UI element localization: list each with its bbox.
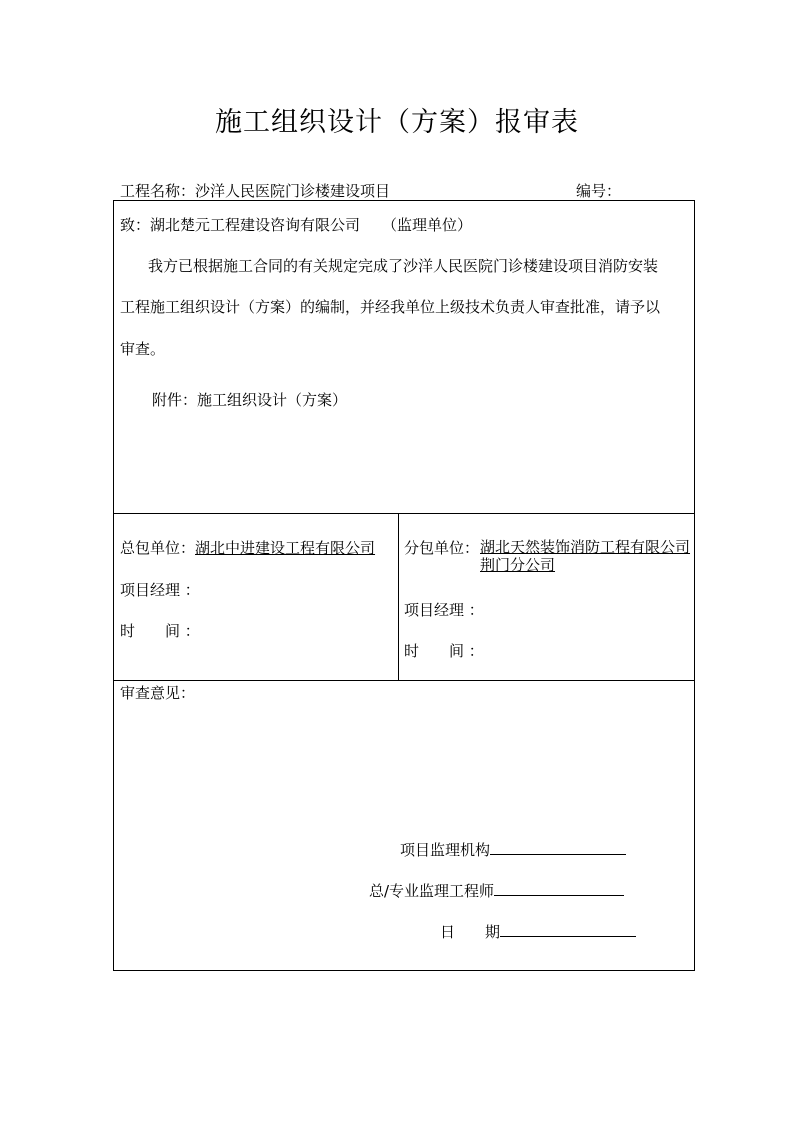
general-contractor-label: 总包单位：: [120, 539, 196, 557]
agency-blank: [490, 840, 626, 855]
recipient-line: [120, 214, 472, 235]
date-blank: [500, 922, 636, 937]
document-title: 施工组织设计（方案）报审表: [215, 107, 579, 138]
body-line-3: 审查。: [120, 340, 166, 358]
engineer-label: 总/专业监理工程师: [369, 882, 495, 900]
body-line-1: 我方已根据施工合同的有关规定完成了沙洋人民医院门诊楼建设项目消防安装: [148, 257, 659, 275]
number-label: 编号：: [576, 182, 622, 200]
project-field: [120, 180, 390, 201]
general-contractor-value: 湖北中进建设工程有限公司: [195, 539, 376, 557]
body-line-2: 工程施工组织设计（方案）的编制，并经我单位上级技术负责人审查批准，请予以: [120, 298, 661, 316]
divider-section2: [114, 680, 694, 681]
date-label: 日 期: [440, 923, 501, 941]
right-time-label: 时 间 ：: [404, 642, 484, 660]
date-signature-line: [440, 921, 636, 942]
agency-label: 项目监理机构: [400, 841, 491, 859]
project-label: 工程名称：: [120, 182, 196, 200]
engineer-blank: [494, 881, 624, 896]
general-contractor-field: [120, 537, 375, 558]
divider-section1: [114, 513, 694, 514]
subcontractor-value: 湖北天然装饰消防工程有限公司荆门分公司: [480, 538, 691, 574]
right-manager-label: 项目经理 ：: [404, 601, 484, 619]
left-time-label: 时 间 ：: [120, 622, 200, 640]
to-label: 致：: [120, 216, 151, 234]
review-form-table: [113, 200, 695, 971]
supervisor-company: 湖北楚元工程建设咨询有限公司: [150, 216, 361, 234]
supervisor-role: （监理单位）: [382, 216, 473, 234]
project-name: 沙洋人民医院门诊楼建设项目: [195, 182, 391, 200]
left-manager-label: 项目经理 ：: [120, 581, 200, 599]
divider-units: [398, 513, 399, 680]
attachment-line: 附件：施工组织设计（方案）: [152, 391, 348, 409]
engineer-signature-line: [369, 880, 624, 901]
agency-signature-line: [400, 839, 626, 860]
opinion-label: 审查意见：: [120, 684, 196, 702]
subcontractor-label: 分包单位：: [404, 539, 480, 557]
